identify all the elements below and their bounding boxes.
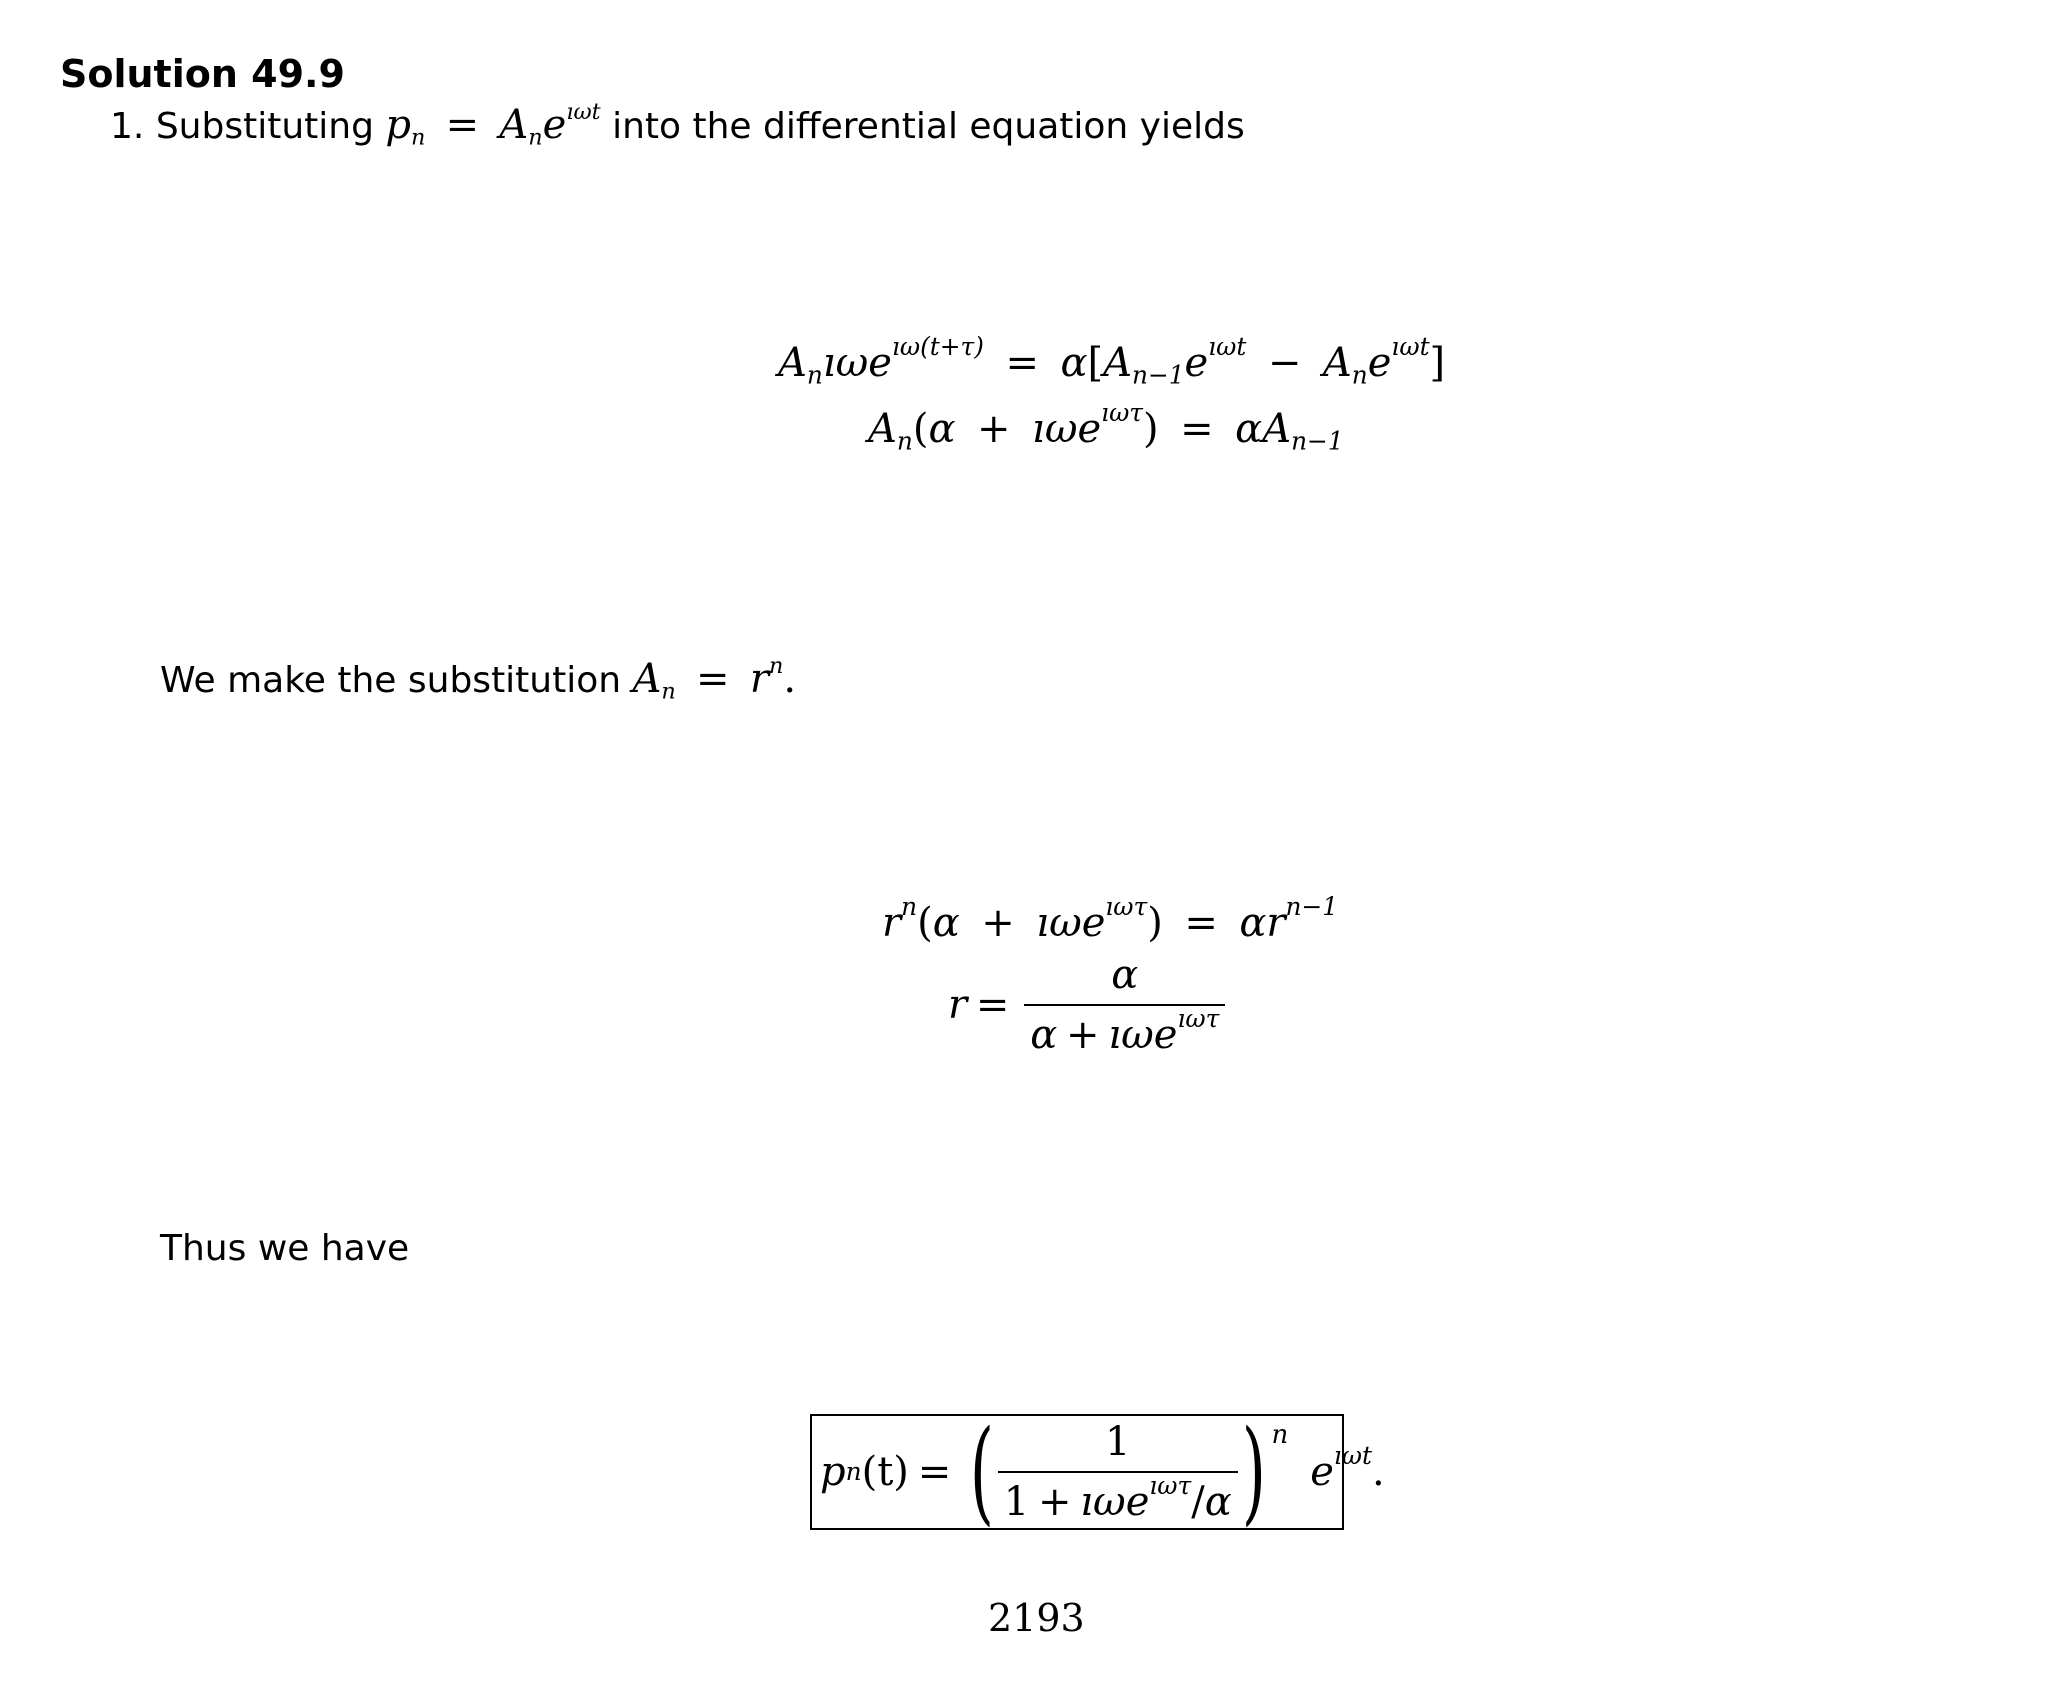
result-den-e: e: [1125, 1479, 1150, 1525]
eq1-rbracket: ]: [1429, 340, 1446, 386]
result-lparen: (: [969, 1407, 994, 1537]
result-equals: =: [917, 1449, 952, 1495]
eq1-exp2: ıωt: [1208, 331, 1247, 361]
eq1-iw: ıω: [822, 340, 869, 386]
eq1-lbracket: [: [1087, 340, 1104, 386]
eq3-r-power: n: [901, 891, 918, 921]
eq1-exp1: ıω(t+τ): [891, 331, 984, 361]
eq2-A-sub: n: [896, 426, 913, 456]
item-number: 1.: [110, 106, 145, 147]
eq4-den-e: e: [1153, 1012, 1178, 1058]
page-number: 2193: [988, 1596, 1085, 1640]
eq3-rparen: ): [1147, 900, 1163, 946]
result-numerator: 1: [1104, 1419, 1131, 1465]
eq1-A2-sub: n−1: [1132, 360, 1185, 390]
thus-line: Thus we have: [160, 1228, 410, 1269]
eq2-iw: ıω: [1032, 406, 1078, 452]
eq3-equals: =: [1184, 900, 1218, 946]
subst-text-before: We make the substitution: [160, 660, 622, 701]
eq2-lparen: (: [912, 406, 929, 452]
subst-A: A: [632, 656, 662, 702]
subst-A-sub: n: [661, 678, 676, 705]
result-power: n: [1271, 1420, 1289, 1450]
eq1-e2: e: [1184, 340, 1209, 386]
equation-4: [948, 952, 1231, 1058]
eq4-equals: =: [975, 982, 1010, 1028]
equation-2: [868, 397, 1344, 456]
intro-text-after: into the differential equation yields: [612, 106, 1245, 147]
eq1-e: e: [868, 340, 892, 386]
eq1-A-sub: n: [806, 360, 823, 390]
eq2-A2: A: [1262, 406, 1292, 452]
result-t: (t): [861, 1449, 909, 1495]
eq1-A3-sub: n: [1351, 360, 1368, 390]
intro-line: [110, 99, 1245, 151]
intro-p-sub: n: [410, 124, 426, 151]
intro-e: e: [542, 102, 567, 148]
eq1-A2: A: [1103, 340, 1132, 386]
result-den-iw: ıω: [1080, 1479, 1126, 1525]
eq3-alpha2: α: [1239, 900, 1267, 946]
eq2-A: A: [868, 406, 897, 452]
eq1-equals: =: [1005, 340, 1039, 386]
eq3-plus: +: [981, 900, 1015, 946]
subst-equals: =: [696, 656, 730, 702]
result-rparen: ): [1241, 1407, 1266, 1537]
eq3-alpha: α: [932, 900, 960, 946]
eq4-den-iw: ıω: [1108, 1012, 1154, 1058]
eq3-lparen: (: [917, 900, 933, 946]
eq4-den-exp: ıωτ: [1177, 1003, 1220, 1033]
result-den-slash: /: [1191, 1479, 1205, 1525]
eq2-rparen: ): [1143, 406, 1159, 452]
substitution-line: [160, 653, 797, 705]
eq3-r: r: [882, 900, 902, 946]
intro-text-before: Substituting: [155, 106, 374, 147]
intro-A-sub: n: [528, 124, 543, 151]
eq4-den-alpha: α: [1030, 1012, 1058, 1058]
eq1-e3: e: [1367, 340, 1392, 386]
result-den-alpha: α: [1204, 1479, 1232, 1525]
result-fraction: [998, 1419, 1238, 1525]
result-den-plus: +: [1037, 1479, 1072, 1525]
eq3-exp: ıωτ: [1105, 891, 1148, 921]
subst-r: r: [749, 656, 769, 702]
eq4-r: r: [948, 982, 968, 1028]
eq3-r2: r: [1266, 900, 1286, 946]
eq2-equals: =: [1180, 406, 1214, 452]
eq1-A: A: [778, 340, 807, 386]
eq2-e: e: [1077, 406, 1102, 452]
result-period: .: [1371, 1449, 1385, 1495]
eq2-plus: +: [977, 406, 1011, 452]
intro-equals: =: [445, 102, 480, 148]
eq2-alpha2: α: [1235, 406, 1263, 452]
result-den-exp: ıωτ: [1149, 1470, 1192, 1500]
eq3-e: e: [1081, 900, 1106, 946]
eq1-A3: A: [1322, 340, 1352, 386]
intro-A: A: [499, 102, 529, 148]
result-p: p: [820, 1449, 846, 1495]
eq2-A2-sub: n−1: [1291, 426, 1344, 456]
result-denominator: [998, 1471, 1238, 1525]
result-exp2: ıωt: [1333, 1440, 1372, 1470]
result-e2: e: [1310, 1449, 1334, 1495]
intro-p: p: [385, 102, 411, 148]
eq1-exp3: ıωt: [1391, 331, 1430, 361]
eq1-minus: −: [1267, 340, 1302, 386]
eq4-den-plus: +: [1066, 1012, 1100, 1058]
result-exp-term: [1310, 1440, 1385, 1495]
subst-period: .: [783, 656, 797, 702]
result-den-one: 1: [1003, 1479, 1030, 1525]
equation-3: [882, 891, 1339, 946]
eq4-numerator: α: [1111, 952, 1139, 998]
eq3-r2-power: n−1: [1285, 891, 1339, 921]
intro-exponent: ıωt: [566, 99, 601, 126]
subst-r-power: n: [768, 653, 784, 680]
equation-1: [778, 331, 1446, 390]
eq3-iw: ıω: [1036, 900, 1082, 946]
eq2-alpha: α: [928, 406, 956, 452]
eq4-fraction: [1024, 952, 1225, 1058]
result-equation: p n (t) = ( $\frac{1}{1 + ı\omega e^{ı\omega\tau}/\alpha}$ ) n $e^{ı\omega t}$.: [820, 1407, 1385, 1537]
solution-heading: Solution 49.9: [60, 52, 345, 96]
eq4-denominator: [1024, 1004, 1225, 1058]
eq2-exp: ıωτ: [1101, 397, 1144, 427]
eq1-alpha: α: [1060, 340, 1088, 386]
